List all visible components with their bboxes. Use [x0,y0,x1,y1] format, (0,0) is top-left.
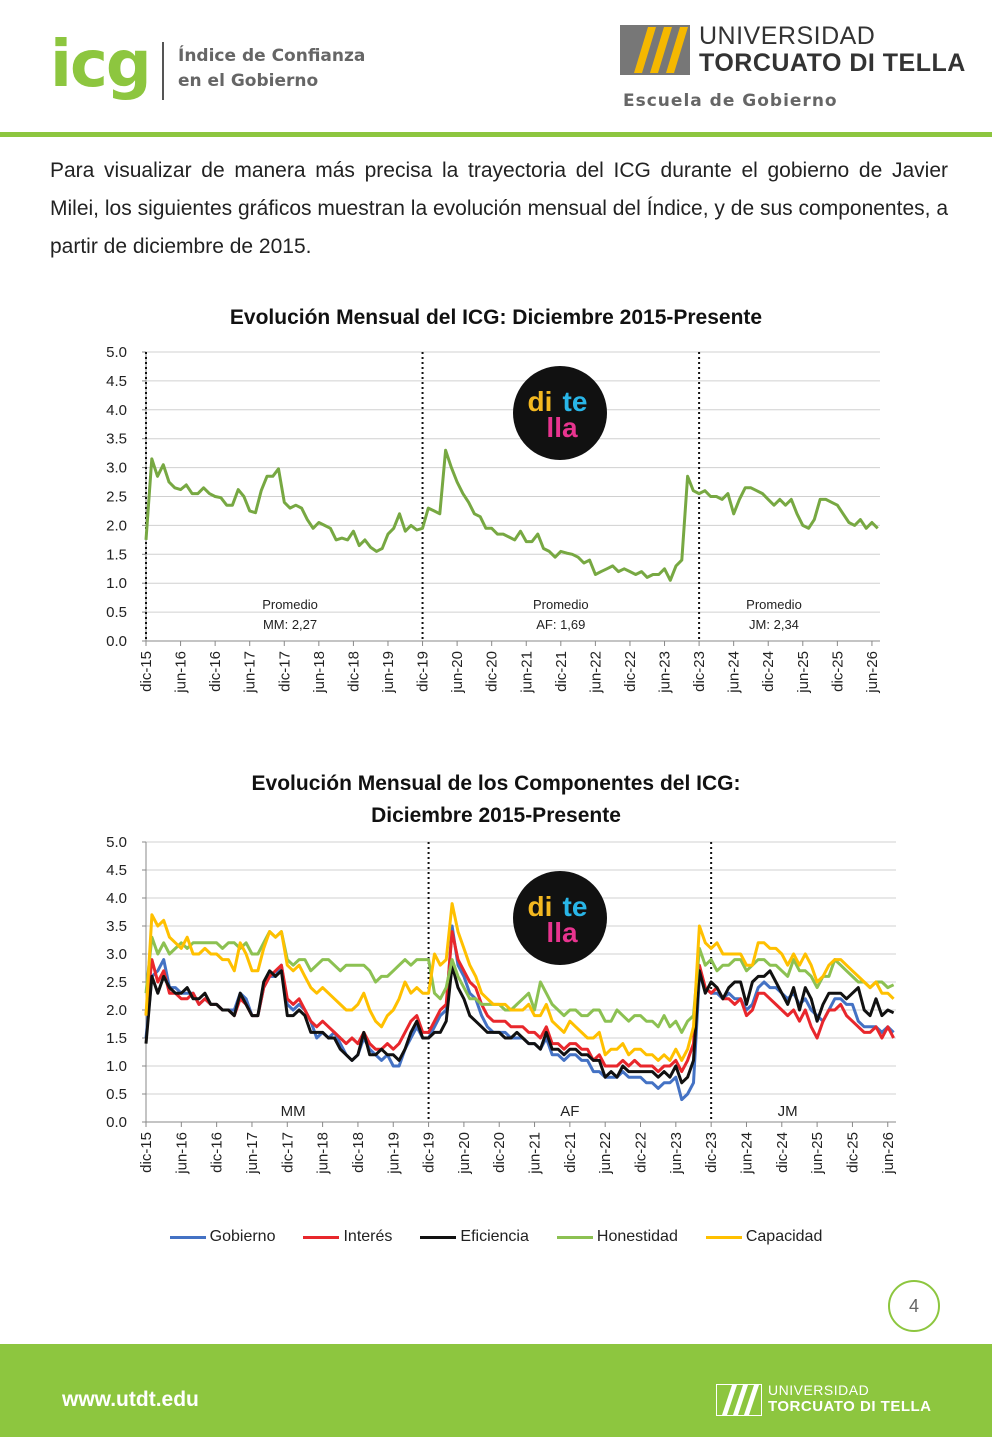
icg-subtitle [178,44,365,94]
chart1-xtick-label: dic-21 [552,651,570,692]
chart1-xtick-label: jun-24 [725,651,743,693]
chart1-title: Evolución Mensual del ICG: Diciembre 2015-Presente [229,306,763,329]
legend-swatch [420,1236,456,1239]
chart1-xtick-label: jun-22 [587,651,605,693]
chart1-ytick-label: 2.0 [106,517,127,535]
chart1-period-label: Promedio [262,597,318,612]
chart1-xtick-label: jun-17 [241,651,259,693]
chart1-ytick-label: 4.0 [106,401,127,419]
chart2-xtick-label: dic-22 [632,1132,650,1173]
legend-swatch [303,1236,339,1239]
chart1-xtick-label: dic-17 [276,651,294,692]
chart1-xtick-label: jun-23 [656,651,674,693]
chart2-ytick-label: 0.0 [106,1114,127,1131]
legend-item [706,1224,823,1250]
chart2-xtick-label: jun-19 [385,1132,403,1174]
chart2-xtick-label: dic-19 [420,1132,438,1173]
chart2-title-line1: Evolución Mensual de los Componentes del ICG: [251,772,741,795]
legend-swatch [170,1236,206,1239]
page-footer [0,1344,992,1437]
chart1-period-average: AF: 1,69 [536,617,586,632]
chart2-series-line-eficiencia [146,965,894,1083]
utdt-name-line1: UNIVERSIDAD [699,22,876,50]
chart2-ytick-label: 1.0 [106,1058,127,1075]
chart2-ytick-label: 0.5 [106,1086,127,1103]
chart1-ytick-label: 4.5 [106,372,127,390]
chart2-xtick-label: jun-24 [738,1132,756,1174]
chart2-legend [0,1224,992,1250]
chart2-xtick-label: jun-22 [597,1132,615,1174]
chart2-xtick-label: dic-17 [279,1132,297,1173]
chart1-ytick-label: 0.5 [106,604,127,622]
chart1-ytick-label: 1.5 [106,546,127,564]
chart2-xtick-label: jun-20 [455,1132,473,1174]
chart1-xtick-label: dic-15 [138,651,155,692]
chart2-xtick-label: dic-16 [208,1132,226,1173]
utdt-footer-mark-icon [716,1384,762,1416]
page-header [0,0,992,138]
icg-logo-cg: cg [69,28,150,102]
icg-logo-i: i [50,28,70,102]
chart2-ytick-label: 5.0 [106,834,127,851]
legend-label: Interés [343,1228,393,1245]
legend-label: Gobierno [209,1228,276,1245]
utdt-logo-mark-icon [620,25,690,75]
chart1-period-label: Promedio [532,597,589,612]
utdt-name-line2: TORCUATO DI TELLA [699,49,966,77]
chart1-xtick-label: dic-22 [621,651,639,692]
chart2-ditella-logo [513,871,607,965]
chart2-title-line2: Diciembre 2015-Presente [371,804,621,827]
legend-swatch [557,1236,593,1239]
footer-name-line2: TORCUATO DI TELLA [768,1398,932,1415]
chart1-xtick-label: jun-20 [449,651,467,693]
chart1-series-line-icg [146,450,878,580]
chart2-xtick-label: dic-20 [491,1132,509,1173]
chart1-ditella-logo-text-di: di [527,386,553,417]
chart2-xtick-label: jun-18 [314,1132,332,1174]
chart1-xtick-label: jun-19 [379,651,397,693]
chart1-xtick-label: dic-16 [207,651,225,692]
chart1-ytick-label: 3.5 [106,430,127,448]
header-divider [0,132,992,137]
chart2-ditella-logo-text-te: te [562,891,588,922]
chart1-xtick-label: dic-23 [691,651,709,692]
chart1-xtick-label: jun-18 [310,651,328,693]
footer-url-link[interactable]: www.utdt.edu [62,1388,199,1411]
chart1-xtick-label: jun-16 [172,651,190,693]
chart2-xtick-label: dic-15 [138,1132,155,1173]
chart2-ytick-label: 1.5 [106,1030,127,1047]
chart2-period-label: AF [560,1103,580,1120]
chart1-xtick-label: jun-21 [518,651,536,693]
legend-label: Eficiencia [460,1228,529,1245]
intro-paragraph: Para visualizar de manera más precisa la trayectoria del ICG durante el gobierno de Javier Milei, los siguientes gráficos muestran la evolución mensual del Índice, y de sus componentes, a partir de diciembre de 2015. [50,159,948,258]
chart2-ytick-label: 4.0 [106,890,127,907]
icg-logo [50,30,150,100]
chart2-xtick-label: jun-23 [667,1132,685,1174]
chart1-xtick-label: dic-20 [483,651,501,692]
chart1 [0,340,992,760]
chart2-xtick-label: dic-25 [844,1132,862,1173]
chart2-ytick-label: 3.0 [106,946,127,963]
legend-item [170,1224,276,1250]
chart1-period-average: JM: 2,34 [749,617,799,632]
chart2-period-label: MM [280,1103,306,1120]
chart1-xtick-label: dic-24 [760,651,778,692]
footer-name-line1: UNIVERSIDAD [768,1382,870,1398]
chart2-xtick-label: jun-16 [173,1132,191,1174]
chart2-xtick-label: jun-26 [879,1132,897,1174]
chart2-xtick-label: jun-25 [809,1132,827,1174]
chart1-xtick-label: dic-25 [829,651,847,692]
chart1-xtick-label: jun-26 [863,651,881,693]
chart1-period-average: MM: 2,27 [262,617,318,632]
icg-subtitle-line2: en el Gobierno [178,71,319,91]
legend-label: Honestidad [596,1228,678,1245]
chart2-ytick-label: 4.5 [106,862,127,879]
logo-separator [162,42,164,100]
chart2-xtick-label: dic-24 [773,1132,791,1173]
utdt-school: Escuela de Gobierno [623,91,838,111]
chart1-ditella-logo [513,366,607,460]
chart2-ditella-logo-text-di: di [527,891,553,922]
chart1-xtick-label: dic-18 [345,651,363,692]
chart2-ytick-label: 3.5 [106,918,127,935]
legend-label: Capacidad [745,1228,823,1245]
chart2-ytick-label: 2.0 [106,1002,127,1019]
legend-item [420,1224,528,1250]
chart1-xtick-label: dic-19 [414,651,432,692]
chart2-ytick-label: 2.5 [106,974,127,991]
page-number: 4 [888,1280,940,1332]
chart1-ytick-label: 2.5 [106,488,127,506]
chart2-xtick-label: dic-23 [703,1132,721,1173]
chart1-ytick-label: 1.0 [106,575,127,593]
legend-item [557,1224,678,1250]
chart1-ytick-label: 0.0 [106,633,127,650]
chart1-ditella-logo-text-lla: lla [546,412,578,443]
chart1-ytick-label: 3.0 [106,459,127,477]
chart2-xtick-label: dic-18 [349,1132,367,1173]
chart2-xtick-label: dic-21 [561,1132,579,1173]
chart1-period-label: Promedio [746,597,802,612]
chart2-xtick-label: jun-21 [526,1132,544,1174]
chart2 [0,830,992,1215]
chart2-period-label: JM [777,1103,798,1120]
chart1-xtick-label: jun-25 [794,651,812,693]
chart1-ytick-label: 5.0 [106,344,127,361]
legend-item [303,1224,392,1250]
chart1-ditella-logo-text-te: te [562,386,588,417]
legend-swatch [706,1236,742,1239]
chart2-ditella-logo-text-lla: lla [546,917,578,948]
chart2-xtick-label: jun-17 [243,1132,261,1174]
icg-subtitle-line1: Índice de Confianza [178,46,366,66]
